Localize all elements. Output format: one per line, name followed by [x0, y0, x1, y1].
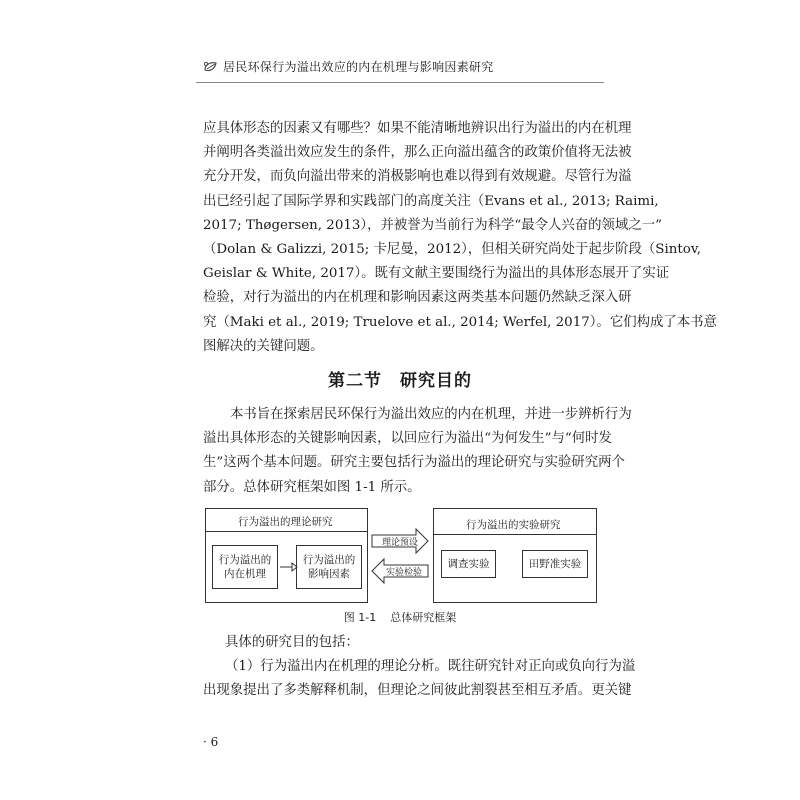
experiment-test-label: 实验检验 — [386, 568, 423, 578]
theory-hypothesis-label: 理论预设 — [382, 538, 419, 548]
text-line: 生”这两个基本问题。研究主要包括行为溢出的理论研究与实验研究两个 — [203, 455, 625, 471]
theory-panel-title: 行为溢出的理论研究 — [238, 516, 333, 528]
text-line: 2017; Thøgersen, 2013），并被誉为当前行为科学“最令人兴奋的领域之一” — [203, 217, 662, 233]
text-line: 部分。总体研究框架如图 1-1 所示。 — [203, 479, 421, 495]
mechanism-box-line: 行为溢出的 — [218, 554, 272, 566]
experiment-panel-title: 行为溢出的实验研究 — [466, 519, 561, 531]
text-line: 图解决的关键问题。 — [203, 338, 324, 354]
text-line: 并阐明各类溢出效应发生的条件，那么正向溢出蕴含的政策价值将无法被 — [203, 145, 632, 161]
arrow-head-icon — [292, 563, 297, 571]
text-line: 溢出具体形态的关键影响因素，以回应行为溢出“为何发生”与“何时发 — [203, 431, 612, 447]
text-line: 本书旨在探索居民环保行为溢出效应的内在机理，并进一步辨析行为 — [230, 407, 632, 422]
field-experiment-box — [522, 550, 588, 578]
text-line: 检验，对行为溢出的内在机理和影响因素这两类基本问题仍然缺乏深入研 — [203, 290, 632, 306]
page-number: · 6 — [203, 735, 219, 749]
mechanism-box-line: 内在机理 — [224, 568, 266, 580]
text-line: 出已经引起了国际学界和实践部门的高度关注（Evans et al., 2013; Raimi, — [203, 193, 659, 209]
text-line: 具体的研究目的包括： — [225, 635, 359, 650]
field-experiment-label: 田野准实验 — [528, 558, 582, 570]
experiment-panel-divider — [433, 534, 597, 535]
paragraph-3 — [203, 631, 636, 704]
text-line: 应具体形态的因素又有哪些？如果不能清晰地辨识出行为溢出的内在机理 — [203, 121, 632, 136]
text-line: 究（Maki et al., 2019; Truelove et al., 2014; Werfel, 2017）。它们构成了本书意 — [203, 314, 717, 330]
text-line: 充分开发，而负向溢出带来的消极影响也难以得到有效规避。尽管行为溢 — [203, 169, 632, 185]
figure-caption — [0, 609, 800, 625]
survey-experiment-box — [441, 550, 496, 578]
survey-experiment-label: 调查实验 — [447, 558, 490, 570]
factors-box-line: 行为溢出的 — [302, 554, 356, 566]
text-line: （Dolan & Galizzi, 2015; 卡尼曼，2012），但相关研究尚处于起步阶段（Sintov, — [203, 242, 702, 258]
figure-title: 总体研究框架 — [390, 611, 457, 624]
header-title: 居民环保行为溢出效应的内在机理与影响因素研究 — [223, 60, 494, 74]
section-title: 第二节 研究目的 — [328, 371, 472, 391]
text-line: Geislar & White, 2017）。既有文献主要围绕行为溢出的具体形态展开了实证 — [203, 266, 670, 282]
text-line: 出现象提出了多类解释机制，但理论之间彼此割裂甚至相互矛盾。更关键 — [203, 683, 632, 699]
text-line: （1）行为溢出内在机理的理论分析。既往研究针对正向或负向行为溢 — [225, 659, 636, 675]
factors-box-line: 影响因素 — [308, 568, 350, 580]
figure-number: 图 1-1 — [343, 611, 377, 624]
